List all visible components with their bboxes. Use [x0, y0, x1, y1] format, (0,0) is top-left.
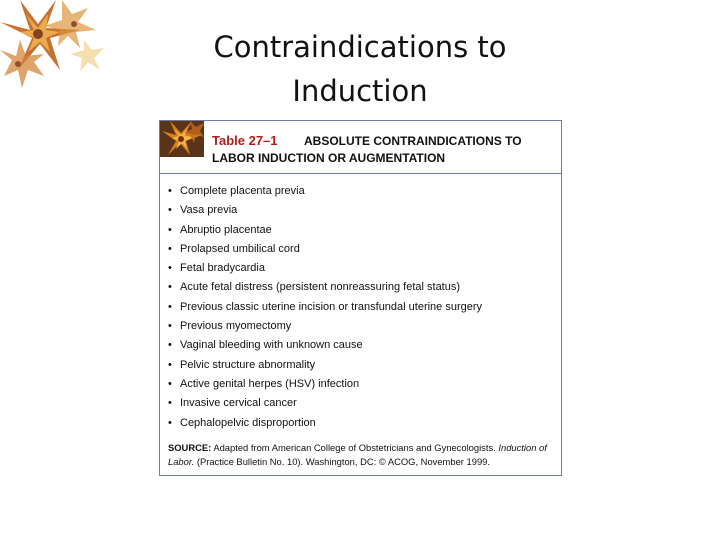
contraindications-table — [159, 120, 562, 476]
list-item: • Vaginal bleeding with unknown cause — [168, 336, 482, 355]
list-item: • Previous classic uterine incision or transfundal uterine surgery — [168, 298, 482, 317]
bullet-icon: • — [168, 300, 172, 313]
list-item: • Active genital herpes (HSV) infection — [168, 375, 482, 394]
table-heading: ABSOLUTE CONTRAINDICATIONS TO LABOR INDUCTION OR AUGMENTATION — [212, 134, 522, 165]
bullet-icon: • — [168, 242, 172, 255]
bullet-icon: • — [168, 377, 172, 390]
list-item: • Pelvic structure abnormality — [168, 356, 482, 375]
source-text: Adapted from American College of Obstetricians and Gynecologists. — [213, 442, 496, 453]
title-line-2: Induction — [292, 74, 428, 108]
list-item: • Invasive cervical cancer — [168, 394, 482, 413]
list-item: • Cephalopelvic disproportion — [168, 414, 482, 433]
list-item: • Previous myomectomy — [168, 317, 482, 336]
bullet-icon: • — [168, 397, 172, 410]
floral-corner-decoration — [0, 0, 105, 100]
table-number: Table 27–1 — [212, 133, 278, 148]
bullet-icon: • — [168, 223, 172, 236]
bullet-icon: • — [168, 185, 172, 197]
source-citation — [168, 441, 560, 469]
bullet-icon: • — [168, 339, 172, 352]
list-item: • Abruptio placentae — [168, 221, 482, 240]
slide-title — [160, 25, 560, 113]
bullet-icon: • — [168, 416, 172, 429]
bullet-icon: • — [168, 281, 172, 294]
list-item: • Vasa previa — [168, 201, 482, 220]
floral-table-icon — [160, 121, 204, 157]
list-item: • Prolapsed umbilical cord — [168, 240, 482, 259]
bullet-icon: • — [168, 358, 172, 371]
list-item: • Acute fetal distress (persistent nonreassuring fetal status) — [168, 278, 482, 297]
title-line-1: Contraindications to — [213, 30, 507, 64]
list-item: • Complete placenta previa — [168, 182, 482, 201]
bullet-icon: • — [168, 204, 172, 217]
source-label: SOURCE: — [168, 442, 212, 453]
list-item: • Fetal bradycardia — [168, 259, 482, 278]
source-details: (Practice Bulletin No. 10). Washington, DC: © ACOG, November 1999. — [196, 456, 490, 467]
table-header — [160, 121, 561, 174]
source-title: Induction of Labor. — [168, 442, 547, 467]
contraindication-list — [168, 182, 482, 433]
bullet-icon: • — [168, 262, 172, 275]
bullet-icon: • — [168, 320, 172, 333]
